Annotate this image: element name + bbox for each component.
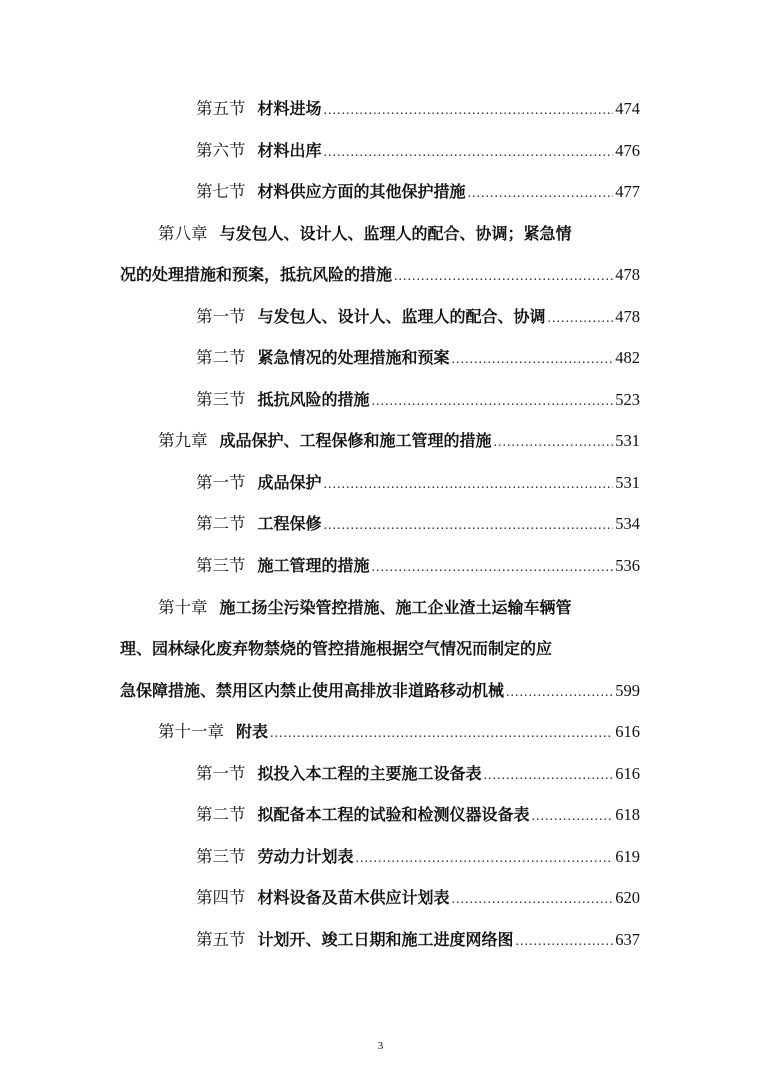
dot-leader <box>372 556 614 580</box>
dot-leader <box>356 847 614 871</box>
entry-title: 施工扬尘污染管控措施、施工企业渣土运输车辆管 <box>219 598 572 617</box>
entry-title: 计划开、竣工日期和施工进度网络图 <box>257 930 514 949</box>
toc-chapter-entry-line3[interactable] <box>120 679 640 705</box>
entry-title: 抵抗风险的措施 <box>257 390 370 409</box>
entry-title: 附表 <box>236 722 269 741</box>
toc-entry[interactable] <box>196 305 640 331</box>
entry-page-number: 477 <box>615 182 640 201</box>
entry-page-number: 531 <box>615 431 640 450</box>
entry-title: 材料进场 <box>257 99 322 118</box>
dot-leader <box>452 888 614 912</box>
entry-number: 第一节 <box>196 764 246 783</box>
entry-title: 拟配备本工程的试验和检测仪器设备表 <box>257 805 530 824</box>
entry-number: 第四节 <box>196 888 246 907</box>
entry-title: 紧急情况的处理措施和预案 <box>257 348 450 367</box>
entry-page-number: 534 <box>615 514 640 533</box>
entry-page-number: 616 <box>615 764 640 783</box>
dot-leader <box>468 182 614 206</box>
dot-leader <box>372 390 614 414</box>
entry-number: 第六节 <box>196 141 246 160</box>
dot-leader <box>324 141 614 165</box>
entry-title-continued: 况的处理措施和预案，抵抗风险的措施 <box>120 265 393 284</box>
entry-number: 第五节 <box>196 99 246 118</box>
entry-page-number: 620 <box>615 888 640 907</box>
entry-page-number: 536 <box>615 556 640 575</box>
toc-chapter-entry-line2[interactable]: 理、园林绿化废弃物禁烧的管控措施根据空气情况而制定的应 <box>120 639 553 658</box>
entry-page-number: 616 <box>615 722 640 741</box>
entry-title-continued: 急保障措施、禁用区内禁止使用高排放非道路移动机械 <box>120 681 505 700</box>
entry-title: 施工管理的措施 <box>257 556 370 575</box>
toc-entry[interactable] <box>196 512 640 538</box>
entry-page-number: 474 <box>615 99 640 118</box>
entry-title: 拟投入本工程的主要施工设备表 <box>257 764 482 783</box>
entry-page-number: 599 <box>615 681 640 700</box>
toc-entry[interactable] <box>196 886 640 912</box>
toc-chapter-entry-line2[interactable] <box>120 263 640 289</box>
entry-number: 第一节 <box>196 473 246 492</box>
entry-number: 第一节 <box>196 307 246 326</box>
toc-entry[interactable] <box>196 471 640 497</box>
entry-title: 材料供应方面的其他保护措施 <box>257 182 466 201</box>
toc-chapter-entry[interactable] <box>158 720 640 746</box>
toc-entry[interactable] <box>196 180 640 206</box>
entry-number: 第二节 <box>196 514 246 533</box>
dot-leader <box>506 681 613 705</box>
entry-number: 第三节 <box>196 847 246 866</box>
entry-number: 第二节 <box>196 348 246 367</box>
toc-entry[interactable] <box>196 762 640 788</box>
toc-entry[interactable] <box>196 139 640 165</box>
toc-entry[interactable] <box>196 845 640 871</box>
dot-leader <box>548 307 614 331</box>
entry-page-number: 478 <box>615 307 640 326</box>
entry-page-number: 618 <box>615 805 640 824</box>
toc-entry[interactable] <box>196 928 640 954</box>
entry-number: 第三节 <box>196 390 246 409</box>
toc-chapter-entry-line1[interactable] <box>158 222 640 246</box>
toc-chapter-entry[interactable] <box>158 429 640 455</box>
entry-number: 第八章 <box>158 224 208 243</box>
entry-title: 工程保修 <box>257 514 322 533</box>
entry-number: 第二节 <box>196 805 246 824</box>
entry-page-number: 531 <box>615 473 640 492</box>
entry-page-number: 619 <box>615 847 640 866</box>
toc-entry[interactable] <box>196 803 640 829</box>
entry-page-number: 478 <box>615 265 640 284</box>
dot-leader <box>270 722 613 746</box>
entry-title: 材料设备及苗木供应计划表 <box>257 888 450 907</box>
entry-number: 第三节 <box>196 556 246 575</box>
entry-title: 材料出库 <box>257 141 322 160</box>
toc-chapter-entry-line1[interactable] <box>158 596 640 620</box>
toc-entry[interactable] <box>196 554 640 580</box>
entry-title: 劳动力计划表 <box>257 847 354 866</box>
entry-number: 第九章 <box>158 431 208 450</box>
entry-page-number: 476 <box>615 141 640 160</box>
entry-page-number: 482 <box>615 348 640 367</box>
dot-leader <box>394 265 613 289</box>
entry-number: 第七节 <box>196 182 246 201</box>
entry-number: 第五节 <box>196 930 246 949</box>
entry-title: 成品保护 <box>257 473 322 492</box>
toc-entry[interactable] <box>196 388 640 414</box>
entry-page-number: 523 <box>615 390 640 409</box>
dot-leader <box>484 764 614 788</box>
entry-title: 与发包人、设计人、监理人的配合、协调；紧急情 <box>219 224 572 243</box>
toc-entry[interactable] <box>196 97 640 123</box>
page-footer-number: 3 <box>377 1040 384 1052</box>
entry-page-number: 637 <box>615 930 640 949</box>
dot-leader <box>324 473 614 497</box>
entry-number: 第十章 <box>158 598 208 617</box>
entry-title: 与发包人、设计人、监理人的配合、协调 <box>257 307 546 326</box>
dot-leader <box>532 805 614 829</box>
dot-leader <box>324 514 614 538</box>
dot-leader <box>324 99 614 123</box>
dot-leader <box>516 930 614 954</box>
toc-entry[interactable] <box>196 346 640 372</box>
dot-leader <box>452 348 614 372</box>
dot-leader <box>494 431 614 455</box>
entry-title: 成品保护、工程保修和施工管理的措施 <box>219 431 492 450</box>
entry-number: 第十一章 <box>158 722 224 741</box>
